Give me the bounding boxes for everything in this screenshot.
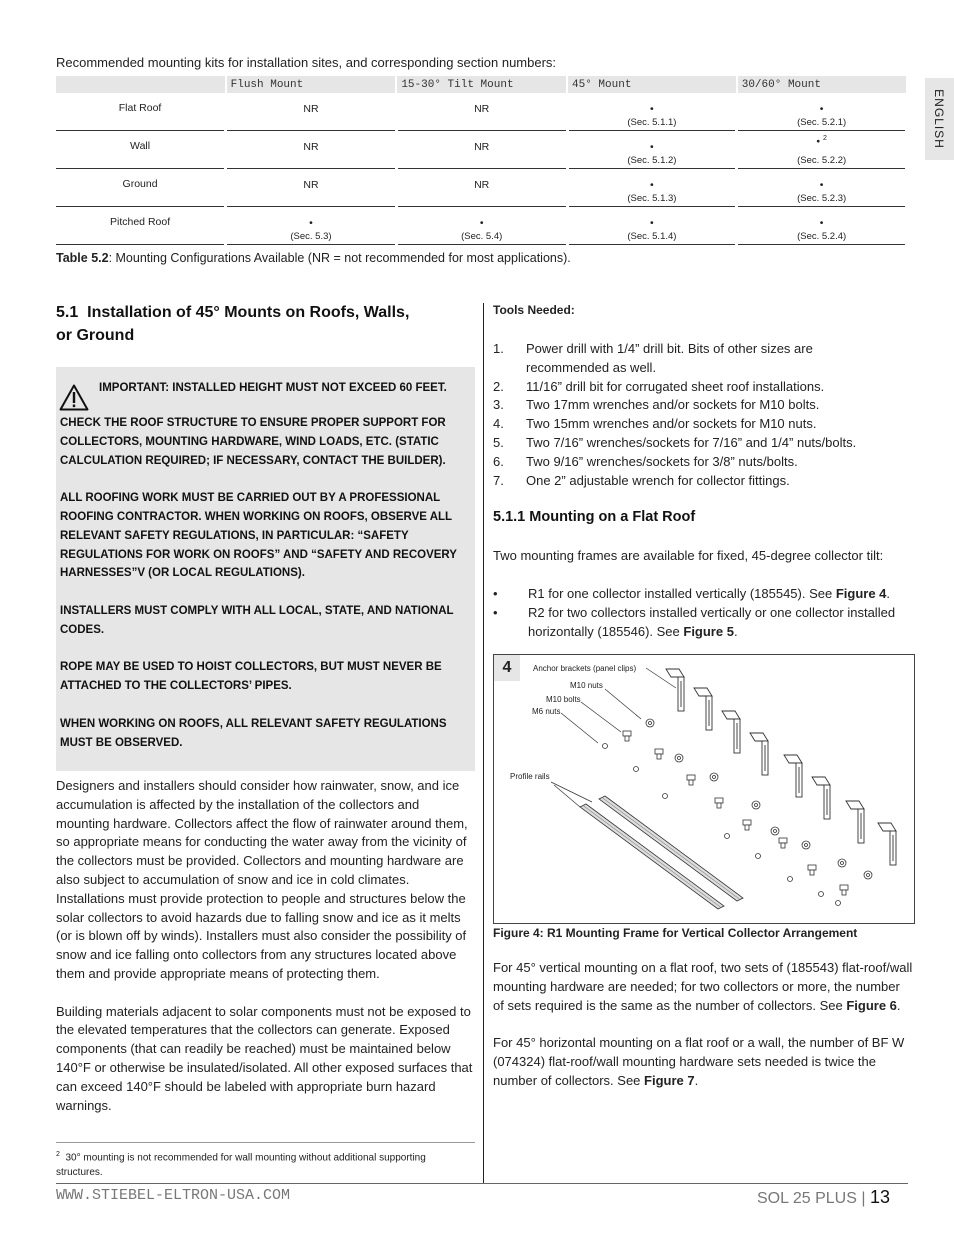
table-cell: • (Sec. 5.1.1) — [567, 93, 737, 131]
row-label: Flat Roof — [56, 93, 226, 131]
table-cell: NR — [226, 169, 397, 207]
row-label: Pitched Roof — [56, 207, 226, 245]
warning-paragraph: WHEN WORKING ON ROOFS, ALL RELEVANT SAFETY REGULATIONS MUST BE OBSERVED. — [60, 717, 447, 749]
table-cell: • $^2$ (Sec. 5.2.2) — [737, 131, 907, 169]
table-header-tilt: 15-30° Tilt Mount — [396, 76, 567, 93]
footer-rule — [56, 1183, 908, 1184]
warning-paragraph: ALL ROOFING WORK MUST BE CARRIED OUT BY A PROFESSIONAL ROOFING CONTRACTOR. WHEN WORKING ON ROOFS, OBSERVE ALL RELEVANT SAFETY REGULATIONS, IN PARTICULAR: “SAFETY REGULATIONS FOR WORK ON ROOFS” AND “SAFETY AND RECOVERY HARNESSES”V (OR LOCAL REGULATIONS). — [60, 492, 457, 580]
list-item: • R2 for two collectors installed vertically or one collector installed horizontally (185546). See Figure 5. — [493, 604, 896, 639]
table-cell: NR — [396, 93, 567, 131]
figure-number: 4 — [494, 655, 520, 681]
table-cell: • (Sec. 5.1.3) — [567, 169, 737, 207]
section-heading-5-1: 5.1 Installation of 45° Mounts on Roofs, Walls, or Ground — [56, 304, 410, 344]
footnote: $^2$ 30° mounting is not recommended for wall mounting without additional supporting structures. — [56, 1142, 475, 1180]
language-tab: ENGLISH — [925, 78, 954, 160]
section-heading-5-1-1: 5.1.1 Mounting on a Flat Roof — [493, 509, 696, 525]
table-header-3060: 30/60° Mount — [737, 76, 907, 93]
list-item: • R1 for one collector installed vertically (185545). See Figure 4. — [493, 586, 891, 601]
footer-url[interactable]: WWW.STIEBEL-ELTRON-USA.COM — [56, 1187, 291, 1204]
label-m10-nuts: M10 nuts — [570, 681, 603, 690]
table-cell: NR — [396, 131, 567, 169]
table-row — [56, 131, 907, 169]
page-number: 13 — [869, 1187, 890, 1207]
anchor-brackets — [666, 669, 896, 865]
row-label: Ground — [56, 169, 226, 207]
figure-ref[interactable]: Figure 4 — [835, 586, 887, 601]
table-caption: Table 5.2: Mounting Configurations Available (NR = not recommended for most applications). — [56, 251, 571, 265]
table-cell: • (Sec. 5.1.2) — [567, 131, 737, 169]
figure-ref[interactable]: Figure 6 — [846, 997, 897, 1013]
table-row — [56, 169, 907, 207]
flat-roof-intro: Two mounting frames are available for fixed, 45-degree collector tilt: — [493, 548, 884, 563]
table-cell: NR — [226, 131, 397, 169]
table-header-45: 45° Mount — [567, 76, 737, 93]
left-body — [56, 777, 475, 1134]
list-item: 3. Two 17mm wrenches and/or sockets for M10 bolts. — [493, 397, 820, 413]
warning-icon — [59, 384, 89, 411]
table-row — [56, 93, 907, 131]
body-paragraph: Building materials adjacent to solar components must not be exposed to the elevated temperatures that the collectors can generate. Exposed components (that can readily be reached) must be maintained below 140°F or otherwise be insulated/isolated. All other exposed surfaces that can exceed 140°F should be labeled with appropriate burn hazard warnings. — [56, 1003, 473, 1113]
table-cell: • (Sec. 5.2.3) — [737, 169, 907, 207]
table-header-row — [56, 76, 907, 93]
body-paragraph: Designers and installers should consider how rainwater, snow, and ice accumulation is affected by the installation of the collectors and mounting hardware. Collectors affect the flow of rainwater around them, so appropriate means for conducting the water away from the vicinity of the collectors must be provided. Collectors and mounting hardware are also subject to accumulation of snow and ice in cold climates. Installations must provide protection to people and structures below the solar collectors to avoid hazards due to falling snow and ice as it melts (or is blown off by winds). Installers must also consider the possibility of snow and ice falling onto collectors from any structures located above them and provide appropriate means of protecting them. — [56, 778, 468, 981]
label-m10-bolts: M10 bolts — [546, 695, 581, 704]
list-item: 6. Two 9/16” wrenches/sockets for 3/8” nuts/bolts. — [493, 453, 798, 469]
profile-rails — [580, 796, 743, 909]
tools-list — [493, 340, 893, 490]
table-cell: • (Sec. 5.4) — [396, 207, 567, 245]
table-cell: NR — [396, 169, 567, 207]
warning-paragraph: CHECK THE ROOF STRUCTURE TO ENSURE PROPER SUPPORT FOR COLLECTORS, MOUNTING HARDWARE, WIND LOADS, ETC. (STATIC CALCULATION REQUIRED; IF NECESSARY, CONTACT THE BUILDER). — [60, 417, 446, 467]
figure-ref[interactable]: Figure 7 — [644, 1072, 695, 1088]
list-item: 7. One 2” adjustable wrench for collector fittings. — [493, 472, 790, 488]
frame-list — [493, 585, 903, 641]
table-header-blank — [56, 76, 226, 93]
body-paragraph: For 45° vertical mounting on a flat roof, two sets of (185543) flat-roof/wall mounting hardware are needed; for two collectors or more, the number of sets required is the same as the number of collectors. See Figure 6. — [493, 960, 913, 1013]
label-anchor-brackets: Anchor brackets (panel clips) — [533, 664, 637, 673]
mounting-table — [56, 76, 908, 245]
table-cell: • (Sec. 5.2.4) — [737, 207, 907, 245]
table-cell: • (Sec. 5.2.1) — [737, 93, 907, 131]
list-item: 5. Two 7/16” wrenches/sockets for 7/16” and 1/4” nuts/bolts. — [493, 434, 857, 450]
figure-ref[interactable]: Figure 5 — [683, 623, 734, 639]
warning-paragraph: INSTALLERS MUST COMPLY WITH ALL LOCAL, STATE, AND NATIONAL CODES. — [60, 604, 454, 636]
table-cell: • (Sec. 5.3) — [226, 207, 397, 245]
list-item: 4. Two 15mm wrenches and/or sockets for M10 nuts. — [493, 416, 817, 432]
list-item: 2. 11/16” drill bit for corrugated sheet roof installations. — [493, 378, 825, 394]
list-item: 1. Power drill with 1/4” drill bit. Bits of other sizes are recommended as well. — [493, 341, 813, 375]
tools-heading: Tools Needed: — [493, 303, 575, 317]
footer-product: SOL 25 PLUS | 13 — [757, 1187, 890, 1207]
table-cell: • (Sec. 5.1.4) — [567, 207, 737, 245]
warning-height: IMPORTANT: INSTALLED HEIGHT MUST NOT EXCEED 60 FEET. — [99, 382, 447, 394]
mounting-frame-drawing — [494, 655, 914, 923]
table-intro: Recommended mounting kits for installation sites, and corresponding section numbers: — [56, 55, 557, 70]
table-header-flush: Flush Mount — [226, 76, 397, 93]
table-row — [56, 207, 907, 245]
warning-box — [56, 367, 475, 771]
figure-4 — [493, 654, 915, 924]
column-divider — [483, 303, 484, 1183]
table-cell: NR — [226, 93, 397, 131]
figure-4-caption: Figure 4: R1 Mounting Frame for Vertical Collector Arrangement — [493, 926, 858, 940]
footnote-ref: 2 — [822, 135, 827, 142]
right-body — [493, 959, 913, 1109]
label-m6-nuts: M6 nuts — [532, 707, 561, 716]
warning-paragraph: ROPE MAY BE USED TO HOIST COLLECTORS, BUT MUST NEVER BE ATTACHED TO THE COLLECTORS’ PIPES. — [60, 661, 442, 693]
body-paragraph: For 45° horizontal mounting on a flat roof or a wall, the number of BF W (074324) flat-roof/wall mounting hardware sets needed is twice the number of collectors. See Figure 7. — [493, 1035, 905, 1088]
row-label: Wall — [56, 131, 226, 169]
label-profile-rails: Profile rails — [510, 772, 550, 781]
